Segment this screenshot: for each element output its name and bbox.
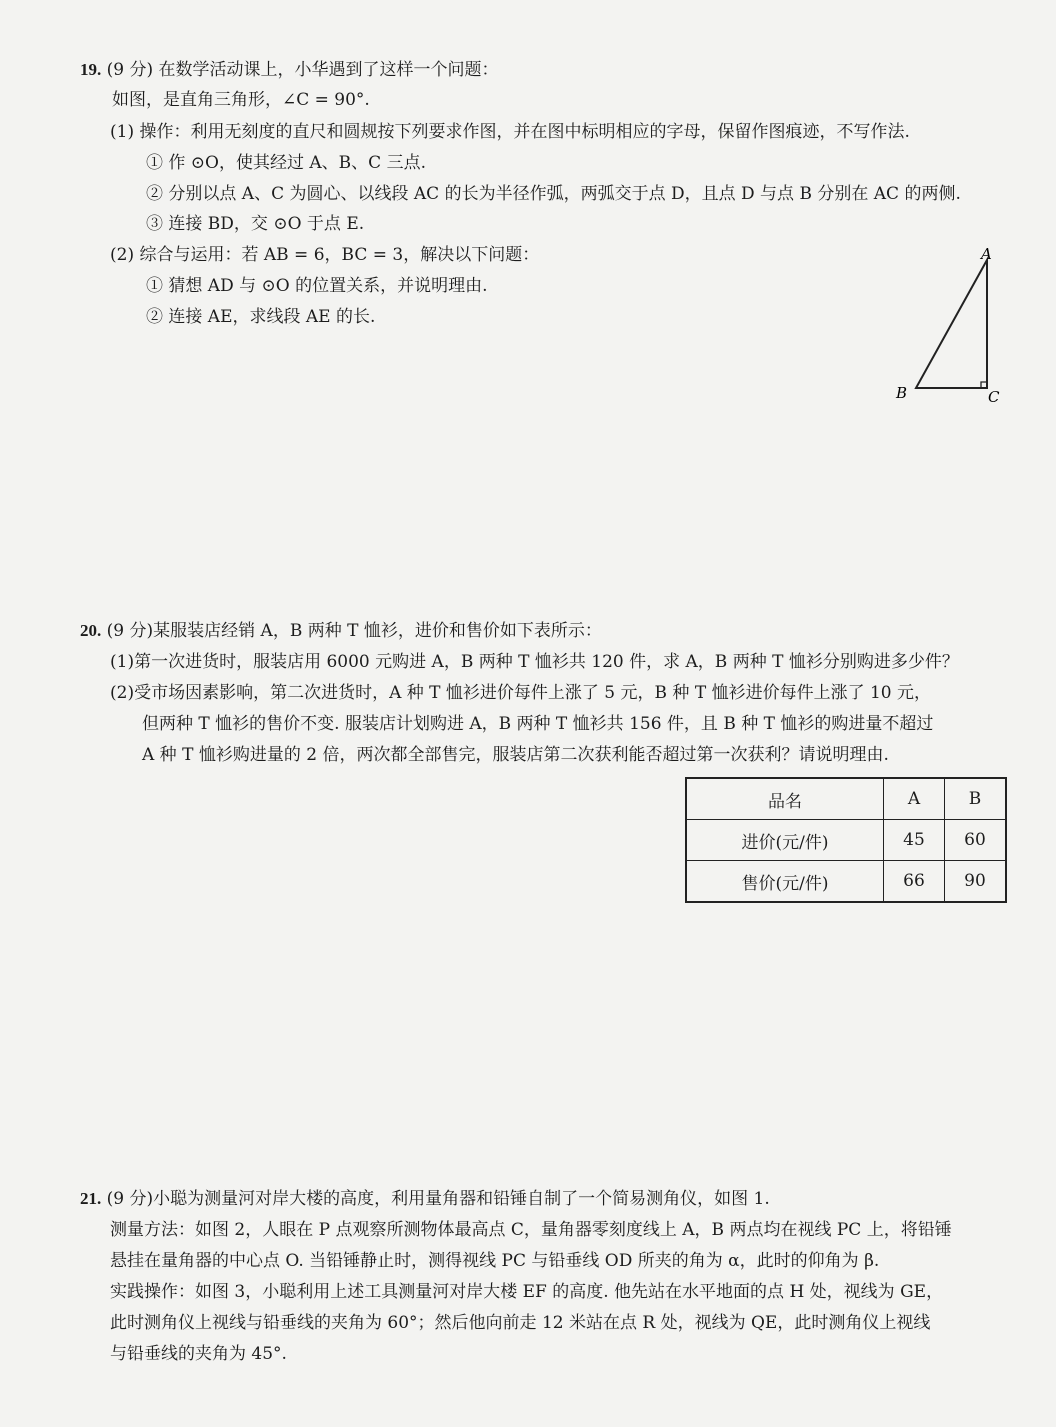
q20-header: (9 分)某服装店经销 A，B 两种 T 恤衫，进价和售价如下表所示： [106, 621, 602, 641]
q20-number: 20. [80, 621, 102, 640]
table-cell: 66 [884, 861, 945, 903]
q21-line3: 悬挂在量角器的中心点 O. 当铅锤静止时，测得视线 PC 与铅垂线 OD 所夹的角为 α，此时的仰角为 β. [110, 1251, 880, 1271]
q21-line4: 实践操作：如图 3，小聪利用上述工具测量河对岸大楼 EF 的高度. 他先站在水平地面的点 H 处，视线为 GE， [110, 1282, 944, 1302]
triangle-abc [916, 260, 987, 388]
q20-part2-line3: A 种 T 恤衫购进量的 2 倍，两次都全部售完，服装店第二次获利能否超过第一次获利？请说明理由. [142, 745, 889, 765]
q21-line2: 测量方法：如图 2，人眼在 P 点观察所测物体最高点 C，量角器零刻度线上 A，B 两点均在视线 PC 上，将铅锤 [110, 1220, 952, 1240]
price-table [685, 777, 1007, 903]
vertex-label-c: C [988, 388, 1000, 406]
q19-header-line [80, 58, 499, 82]
q19-intro: 如图，是直角三角形，∠C = 90°. [112, 90, 370, 110]
table-cell: 45 [884, 820, 945, 861]
table-cell: 进价(元/件) [686, 820, 884, 861]
table-cell: 售价(元/件) [686, 861, 884, 903]
q20-part2-line2: 但两种 T 恤衫的售价不变. 服装店计划购进 A，B 两种 T 恤衫共 156 件，且 B 种 T 恤衫的购进量不超过 [142, 714, 934, 734]
right-triangle-figure [880, 238, 1020, 413]
table-cell: 90 [945, 861, 1007, 903]
q19-part1: (1) 操作：利用无刻度的直尺和圆规按下列要求作图，并在图中标明相应的字母，保留作图痕迹，不写作法. [110, 122, 910, 142]
q19-part2-q1: ① 猜想 AD 与 ⊙O 的位置关系，并说明理由. [146, 276, 488, 296]
q20-part1: (1)第一次进货时，服装店用 6000 元购进 A，B 两种 T 恤衫共 120 件，求 A，B 两种 T 恤衫分别购进多少件？ [110, 652, 959, 672]
q21-line1: (9 分)小聪为测量河对岸大楼的高度，利用量角器和铅锤自制了一个简易测角仪，如图 1. [106, 1189, 770, 1209]
q19-part2-q2: ② 连接 AE，求线段 AE 的长. [146, 307, 376, 327]
q19-part1-step2: ② 分别以点 A、C 为圆心、以线段 AC 的长为半径作弧，两弧交于点 D，且点 D 与点 B 分别在 AC 的两侧. [146, 184, 961, 204]
table-header-cell: 品名 [686, 778, 884, 820]
vertex-label-b: B [896, 384, 908, 402]
q20-header-line [80, 619, 602, 643]
table-header-cell: A [884, 778, 945, 820]
q19-part1-step1: ① 作 ⊙O，使其经过 A、B、C 三点. [146, 153, 426, 173]
q19-header: (9 分) 在数学活动课上，小华遇到了这样一个问题： [106, 60, 499, 80]
q19-part2: (2) 综合与运用：若 AB = 6，BC = 3，解决以下问题： [110, 245, 540, 265]
q21-line5: 此时测角仪上视线与铅垂线的夹角为 60°；然后他向前走 12 米站在点 R 处，视线为 QE，此时测角仪上视线 [110, 1313, 931, 1333]
vertex-label-a: A [981, 245, 992, 263]
q20-part2-line1: (2)受市场因素影响，第二次进货时，A 种 T 恤衫进价每件上涨了 5 元，B 种 T 恤衫进价每件上涨了 10 元， [110, 683, 932, 703]
q21-number: 21. [80, 1189, 102, 1208]
table-cell: 60 [945, 820, 1007, 861]
q21-header-line [80, 1187, 770, 1211]
q19-number: 19. [80, 60, 102, 79]
q19-part1-step3: ③ 连接 BD，交 ⊙O 于点 E. [146, 214, 365, 234]
table-row [686, 820, 1006, 861]
table-header-cell: B [945, 778, 1007, 820]
q21-line6: 与铅垂线的夹角为 45°. [110, 1344, 287, 1364]
table-row [686, 861, 1006, 903]
table-header-row [686, 778, 1006, 820]
